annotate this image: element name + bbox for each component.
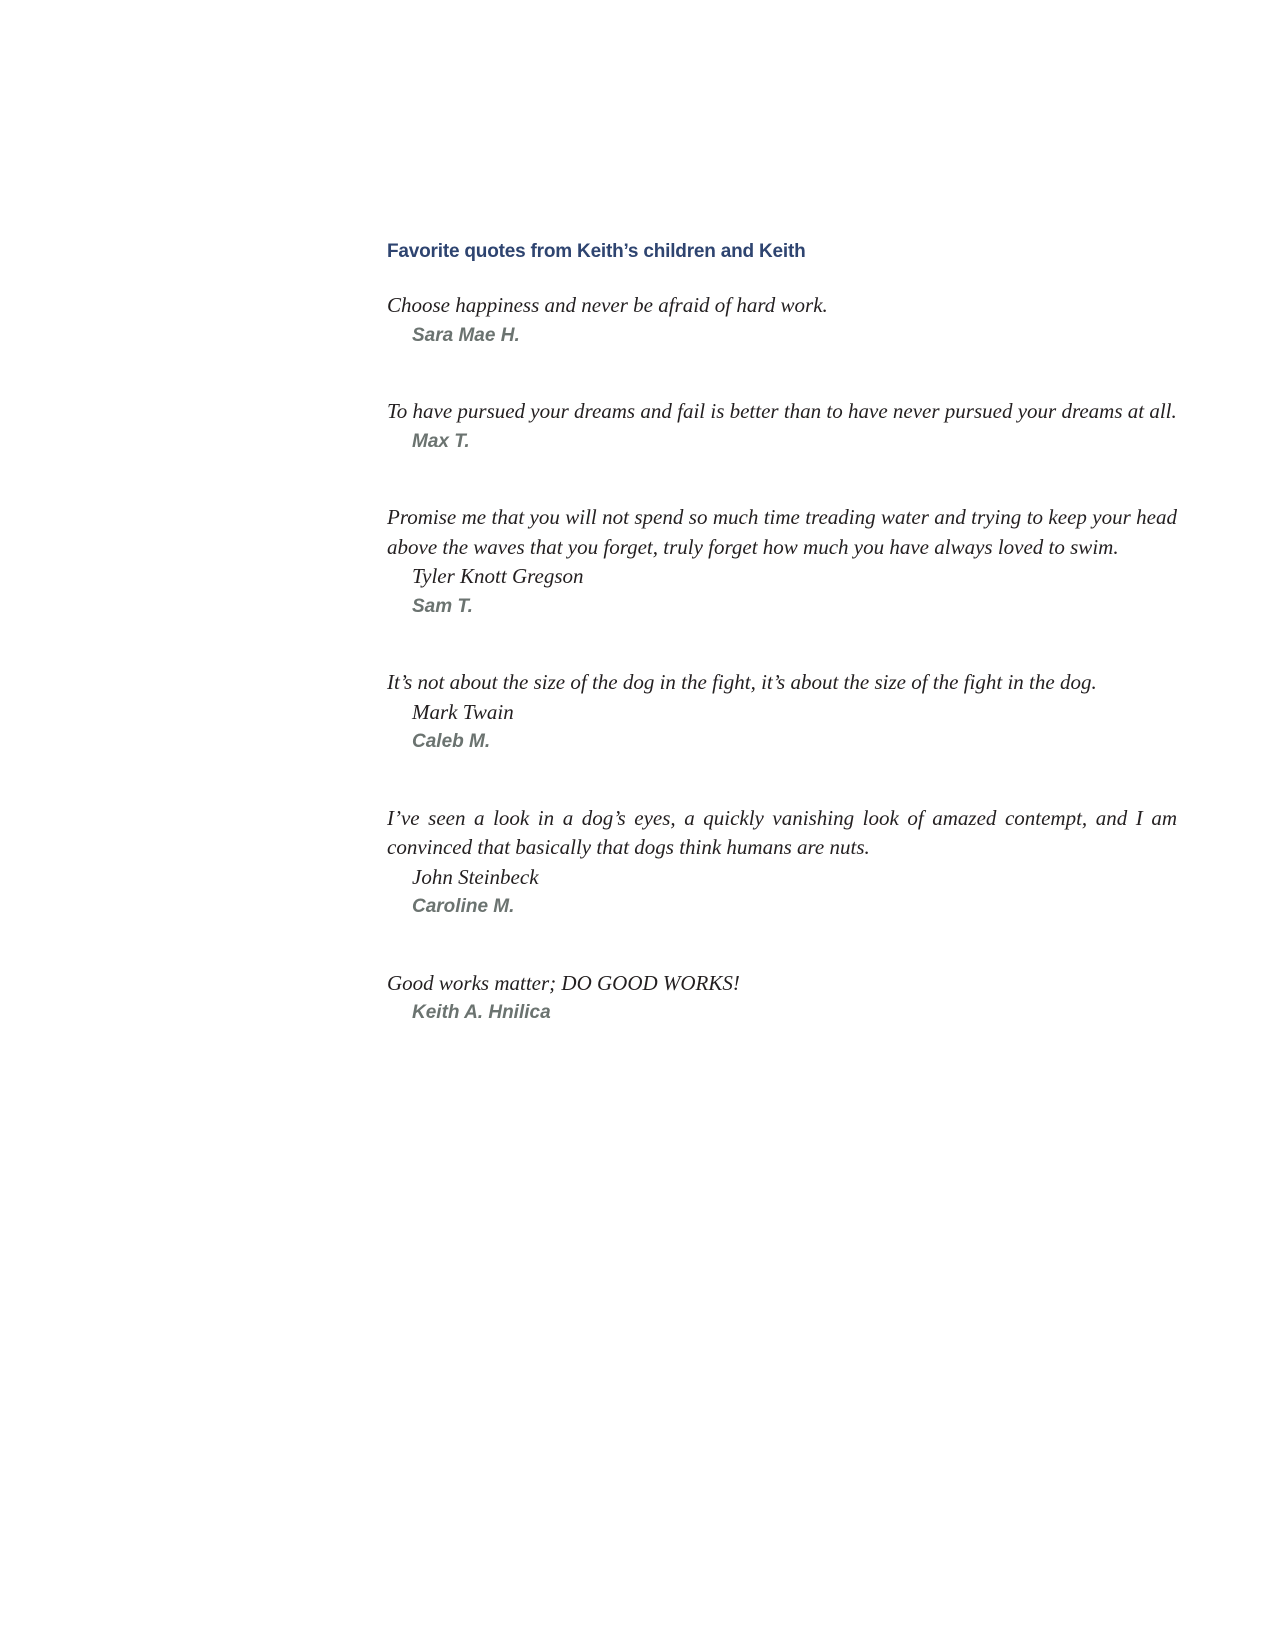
quote-contributor: Sam T. [412, 595, 473, 617]
quote-item [387, 969, 1177, 1028]
quote-text: Good works matter; DO GOOD WORKS! [387, 970, 740, 995]
quote-item [387, 291, 1177, 350]
quote-contributor: Max T. [412, 430, 470, 452]
quote-author: John Steinbeck [412, 864, 539, 889]
quote-contributor: Sara Mae H. [412, 324, 520, 346]
page-heading: Favorite quotes from Keith’s children and Keith [387, 241, 806, 262]
quote-contributor: Caleb M. [412, 731, 491, 752]
quote-text: I’ve seen a look in a dog’s eyes, a quickly vanishing look of amazed contempt, and I am convinced that basically that dogs think humans are nuts. [387, 805, 1177, 859]
quote-author: Tyler Knott Gregson [412, 564, 584, 588]
quote-text: It’s not about the size of the dog in the fight, it’s about the size of the fight in the dog. [387, 670, 1097, 694]
quote-author: Mark Twain [412, 699, 514, 724]
quote-item [387, 397, 1177, 456]
quote-item [387, 804, 1177, 922]
quote-item [387, 668, 1177, 757]
quote-text: To have pursued your dreams and fail is better than to have never pursued your dreams at all. [387, 399, 1177, 423]
quote-contributor: Caroline M. [412, 896, 515, 917]
quotes-section [387, 238, 1177, 1075]
quote-text: Choose happiness and never be afraid of hard work. [387, 293, 828, 317]
quote-text: Promise me that you will not spend so much time treading water and trying to keep your head above the waves that you forget, truly forget how much you have always loved to swim. [387, 505, 1177, 559]
quote-item [387, 503, 1177, 621]
quote-contributor: Keith A. Hnilica [412, 1002, 551, 1023]
